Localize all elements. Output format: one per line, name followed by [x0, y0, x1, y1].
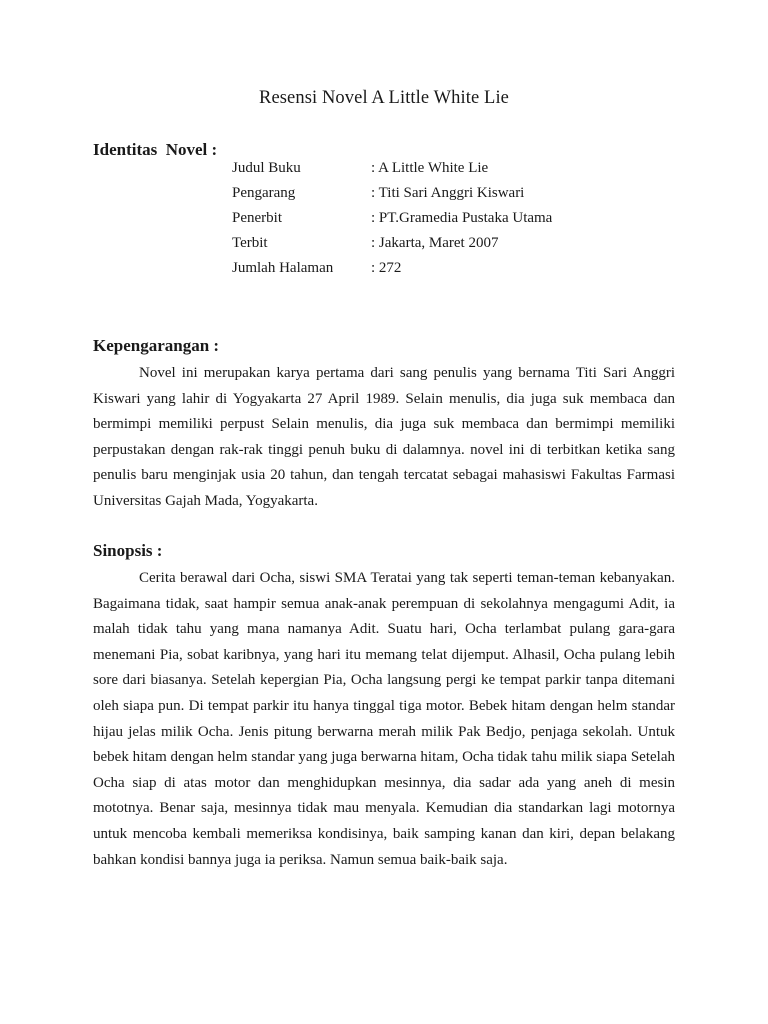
kepengarangan-heading: Kepengarangan : — [93, 336, 220, 355]
identity-label: Jumlah Halaman — [232, 260, 334, 276]
identity-value: : A Little White Lie — [371, 160, 489, 176]
identity-label: Pengarang — [232, 185, 296, 201]
identity-value: : 272 — [371, 260, 402, 276]
identity-value: : PT.Gramedia Pustaka Utama — [371, 210, 553, 226]
identity-heading: Identitas Novel : — [93, 140, 218, 159]
identity-value: : Jakarta, Maret 2007 — [371, 235, 499, 251]
identity-label: Judul Buku — [232, 160, 301, 176]
sinopsis-paragraph: Cerita berawal dari Ocha, siswi SMA Teratai yang tak seperti teman-teman kebanyakan. Bagaimana tidak, saat hampir semua anak-anak perempuan di sekolahnya mengagumi Adit, ia malah tidak tahu yang mana namanya Adit. Suatu hari, Ocha terlambat pulang gara-gara menemani Pia, sobat karibnya, yang hari itu memang telat dijemput. Alhasil, Ocha pulang lebih sore dari biasanya. Setelah kepergian Pia, Ocha langsung pergi ke tempat parkir tanpa ditemani oleh siapa pun. Di tempat parkir itu hanya tinggal tiga motor. Bebek hitam dengan helm standar hijau jelas milik Ocha. Jenis pitung berwarna merah milik Pak Bedjo, penjaga sekolah. Untuk bebek hitam dengan helm standar yang juga berwarna hitam, Ocha tidak tahu milik siapa Setelah Ocha siap di atas motor dan menghidupkan mesinnya, dia sadar ada yang aneh di mesin mototnya. Benar saja, mesinnya tidak mau menyala. Kemudian dia standarkan lagi motornya untuk mencoba kembali memeriksa kondisinya, baik samping kanan dan kiri, depan belakang bahkan kondisi bannya juga ia periksa. Namun semua baik-baik saja. — [93, 570, 675, 868]
sinopsis-heading: Sinopsis : — [93, 541, 163, 560]
identity-label: Penerbit — [232, 210, 282, 226]
kepengarangan-paragraph: Novel ini merupakan karya pertama dari sang penulis yang bernama Titi Sari Anggri Kiswari yang lahir di Yogyakarta 27 April 1989. Selain menulis, dia juga suk membaca dan bermimpi memiliki perpust Selain menulis, dia juga suk membaca dan bermimpi memiliki perpustakan dengan rak-rak tinggi penuh buku di dalamnya. novel ini di terbitkan ketika sang penulis baru menginjak usia 20 tahun, dan tengah tercatat sebagai mahasiswi Fakultas Farmasi Universitas Gajah Mada, Yogyakarta. — [93, 365, 675, 509]
identity-label: Terbit — [232, 235, 268, 251]
document-title: Resensi Novel A Little White Lie — [259, 88, 509, 108]
identity-value: : Titi Sari Anggri Kiswari — [371, 185, 525, 201]
